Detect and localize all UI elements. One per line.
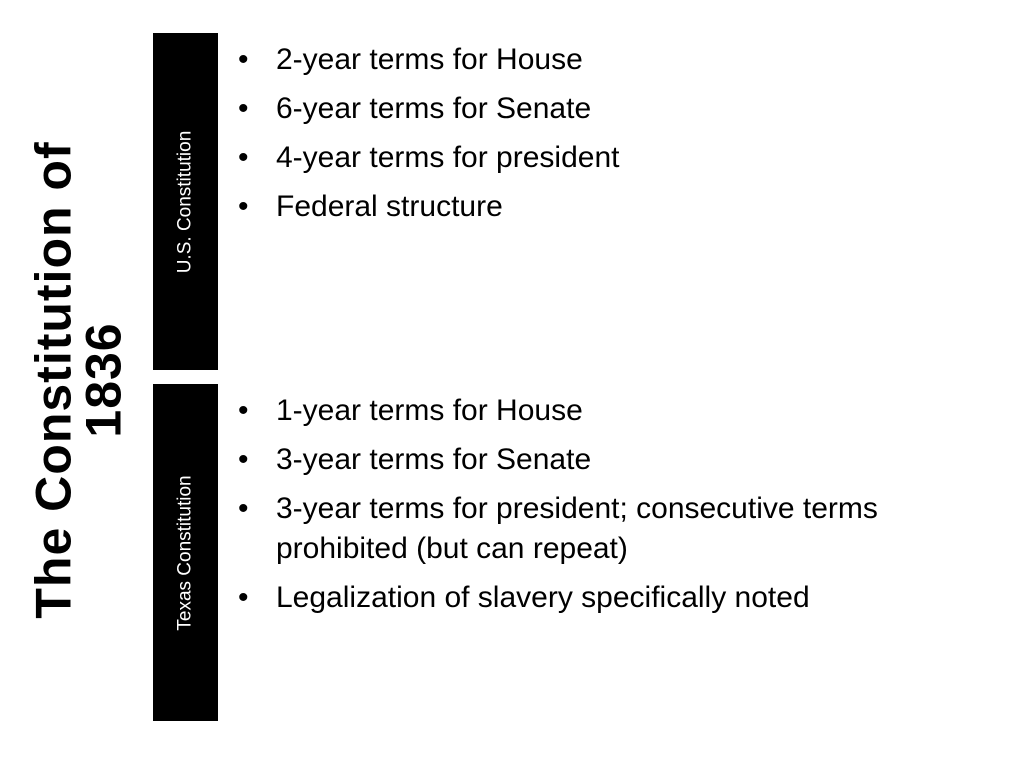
bullet-icon: • [238,394,249,427]
slide-title-container [20,40,138,720]
slide-title-line-2: 1836 [76,322,133,438]
bullet-icon: • [238,443,249,476]
slide-title [26,141,133,619]
list-item [236,489,996,569]
list-item-text: 3-year terms for president; consecutive terms prohibited (but can repeat) [276,492,878,565]
list-item [236,187,996,227]
bullet-icon: • [238,92,249,125]
us-constitution-bar [153,33,218,370]
bullet-icon: • [238,190,249,223]
list-item-text: 4-year terms for president [276,141,620,174]
list-item-text: 3-year terms for Senate [276,443,592,476]
bullet-icon: • [238,141,249,174]
list-item [236,40,996,80]
bullet-icon: • [238,581,249,614]
us-constitution-label: U.S. Constitution [174,130,196,273]
list-item-text: Legalization of slavery specifically noted [276,581,810,614]
texas-constitution-label: Texas Constitution [174,474,196,631]
list-item-text: 1-year terms for House [276,394,583,427]
list-item [236,578,996,618]
list-item-text: 6-year terms for Senate [276,92,592,125]
list-item-text: 2-year terms for House [276,43,583,76]
texas-constitution-bar [153,384,218,721]
bullet-icon: • [238,43,249,76]
bullet-icon: • [238,492,249,525]
list-item [236,391,996,431]
slide-title-line-1: The Constitution of [26,141,83,619]
list-item [236,89,996,129]
list-item-text: Federal structure [276,190,503,223]
list-item [236,138,996,178]
us-constitution-list [236,40,996,236]
list-item [236,440,996,480]
texas-constitution-list [236,391,996,627]
